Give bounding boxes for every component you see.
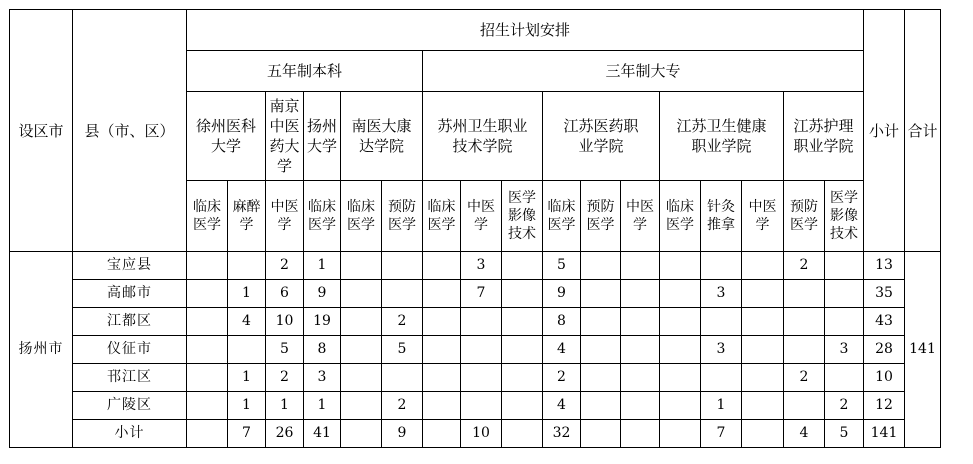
header-plan: 招生计划安排 — [187, 10, 864, 51]
value-cell — [341, 392, 382, 420]
value-cell: 3 — [701, 280, 742, 308]
inst-njtcm: 南京中医药大学 — [266, 92, 304, 181]
major-header: 临床医学 — [543, 181, 581, 252]
county-cell: 仪征市 — [73, 336, 187, 364]
value-cell — [660, 392, 701, 420]
value-cell — [228, 336, 266, 364]
value-cell: 7 — [701, 420, 742, 448]
header-five-year: 五年制本科 — [187, 51, 423, 92]
value-cell — [187, 364, 228, 392]
value-cell — [742, 336, 784, 364]
header-three-year: 三年制大专 — [423, 51, 864, 92]
major-header: 预防医学 — [784, 181, 825, 252]
value-cell: 2 — [266, 364, 304, 392]
value-cell — [621, 392, 660, 420]
value-cell — [423, 308, 461, 336]
value-cell — [423, 392, 461, 420]
value-cell: 2 — [382, 392, 423, 420]
value-cell: 6 — [266, 280, 304, 308]
value-cell — [660, 420, 701, 448]
value-cell: 8 — [304, 336, 341, 364]
grand-total-cell: 141 — [905, 252, 941, 448]
value-cell — [621, 252, 660, 280]
major-header: 临床医学 — [187, 181, 228, 252]
enrollment-plan-table-wrapper — [9, 9, 941, 448]
value-cell — [502, 336, 543, 364]
value-cell: 2 — [825, 392, 864, 420]
value-cell — [621, 364, 660, 392]
value-cell — [742, 364, 784, 392]
value-cell — [502, 392, 543, 420]
value-cell — [581, 364, 621, 392]
value-cell: 1 — [701, 392, 742, 420]
value-cell: 1 — [228, 392, 266, 420]
value-cell: 9 — [382, 420, 423, 448]
value-cell — [742, 280, 784, 308]
value-cell: 4 — [543, 392, 581, 420]
table-row — [10, 308, 941, 336]
value-cell — [187, 252, 228, 280]
value-cell: 19 — [304, 308, 341, 336]
value-cell — [187, 280, 228, 308]
table-row — [10, 280, 941, 308]
header-city: 设区市 — [10, 10, 73, 252]
value-cell — [382, 280, 423, 308]
value-cell — [423, 252, 461, 280]
value-cell — [581, 308, 621, 336]
value-cell — [742, 252, 784, 280]
value-cell — [742, 420, 784, 448]
value-cell: 5 — [266, 336, 304, 364]
value-cell — [341, 336, 382, 364]
value-cell — [825, 252, 864, 280]
value-cell — [341, 252, 382, 280]
table-row — [10, 336, 941, 364]
value-cell — [187, 336, 228, 364]
major-header: 预防医学 — [382, 181, 423, 252]
inst-jsnursing: 江苏护理职业学院 — [784, 92, 864, 181]
value-cell: 26 — [266, 420, 304, 448]
major-header: 临床医学 — [341, 181, 382, 252]
value-cell — [660, 364, 701, 392]
value-cell: 7 — [461, 280, 502, 308]
value-cell: 3 — [304, 364, 341, 392]
value-cell — [581, 280, 621, 308]
value-cell — [341, 280, 382, 308]
major-header: 中医学 — [742, 181, 784, 252]
major-header: 预防医学 — [581, 181, 621, 252]
value-cell — [187, 420, 228, 448]
value-cell: 4 — [543, 336, 581, 364]
value-cell: 2 — [543, 364, 581, 392]
value-cell: 8 — [543, 308, 581, 336]
value-cell — [423, 364, 461, 392]
value-cell — [825, 280, 864, 308]
value-cell: 10 — [461, 420, 502, 448]
table-row — [10, 252, 941, 280]
inst-nanyi: 南医大康达学院 — [341, 92, 423, 181]
subtotal-cell: 141 — [864, 420, 905, 448]
value-cell: 2 — [784, 364, 825, 392]
value-cell — [784, 280, 825, 308]
value-cell — [228, 252, 266, 280]
value-cell — [784, 308, 825, 336]
county-cell: 宝应县 — [73, 252, 187, 280]
table-row — [10, 392, 941, 420]
value-cell — [382, 252, 423, 280]
value-cell: 2 — [784, 252, 825, 280]
inst-suzhou: 苏州卫生职业技术学院 — [423, 92, 543, 181]
inst-jshealth: 江苏卫生健康职业学院 — [660, 92, 784, 181]
value-cell — [341, 420, 382, 448]
value-cell: 4 — [784, 420, 825, 448]
table-row — [10, 420, 941, 448]
header-county: 县（市、区） — [73, 10, 187, 252]
value-cell — [701, 252, 742, 280]
value-cell — [784, 336, 825, 364]
value-cell — [341, 308, 382, 336]
value-cell — [187, 392, 228, 420]
value-cell: 5 — [543, 252, 581, 280]
value-cell — [825, 308, 864, 336]
subtotal-cell: 28 — [864, 336, 905, 364]
table-row — [10, 364, 941, 392]
value-cell — [461, 364, 502, 392]
subtotal-cell: 43 — [864, 308, 905, 336]
value-cell: 1 — [266, 392, 304, 420]
value-cell — [621, 308, 660, 336]
value-cell — [701, 308, 742, 336]
value-cell — [502, 280, 543, 308]
value-cell — [187, 308, 228, 336]
inst-jspharm: 江苏医药职业学院 — [543, 92, 660, 181]
subtotal-cell: 12 — [864, 392, 905, 420]
city-cell: 扬州市 — [10, 252, 73, 448]
value-cell — [581, 392, 621, 420]
value-cell: 7 — [228, 420, 266, 448]
value-cell: 10 — [266, 308, 304, 336]
value-cell — [423, 336, 461, 364]
major-header: 医学影像技术 — [825, 181, 864, 252]
major-header: 麻醉学 — [228, 181, 266, 252]
value-cell — [742, 308, 784, 336]
subtotal-cell: 35 — [864, 280, 905, 308]
subtotal-cell: 10 — [864, 364, 905, 392]
header-subtotal: 小计 — [864, 10, 905, 252]
header-total: 合计 — [905, 10, 941, 252]
value-cell — [461, 336, 502, 364]
value-cell — [502, 364, 543, 392]
value-cell: 32 — [543, 420, 581, 448]
county-cell: 邗江区 — [73, 364, 187, 392]
value-cell — [341, 364, 382, 392]
value-cell — [660, 308, 701, 336]
county-cell: 江都区 — [73, 308, 187, 336]
value-cell: 5 — [825, 420, 864, 448]
value-cell: 1 — [228, 280, 266, 308]
value-cell: 3 — [825, 336, 864, 364]
value-cell — [621, 420, 660, 448]
value-cell: 1 — [304, 392, 341, 420]
value-cell — [621, 336, 660, 364]
value-cell — [784, 392, 825, 420]
value-cell — [423, 420, 461, 448]
value-cell: 9 — [543, 280, 581, 308]
inst-yangzhou: 扬州大学 — [304, 92, 341, 181]
major-header: 临床医学 — [660, 181, 701, 252]
inst-xuzhou: 徐州医科大学 — [187, 92, 266, 181]
value-cell — [502, 252, 543, 280]
enrollment-plan-table — [9, 9, 941, 448]
major-header: 针灸推拿 — [701, 181, 742, 252]
major-header: 中医学 — [266, 181, 304, 252]
major-header: 中医学 — [461, 181, 502, 252]
value-cell — [621, 280, 660, 308]
value-cell: 4 — [228, 308, 266, 336]
value-cell — [660, 252, 701, 280]
value-cell: 2 — [266, 252, 304, 280]
value-cell — [461, 392, 502, 420]
value-cell: 3 — [701, 336, 742, 364]
value-cell — [701, 364, 742, 392]
major-header: 医学影像技术 — [502, 181, 543, 252]
county-cell: 高邮市 — [73, 280, 187, 308]
county-cell: 广陵区 — [73, 392, 187, 420]
subtotal-cell: 13 — [864, 252, 905, 280]
value-cell: 5 — [382, 336, 423, 364]
value-cell — [423, 280, 461, 308]
major-header: 临床医学 — [423, 181, 461, 252]
county-cell: 小计 — [73, 420, 187, 448]
value-cell — [502, 308, 543, 336]
value-cell — [461, 308, 502, 336]
value-cell — [660, 336, 701, 364]
value-cell — [742, 392, 784, 420]
value-cell — [502, 420, 543, 448]
value-cell — [581, 336, 621, 364]
major-header: 临床医学 — [304, 181, 341, 252]
value-cell — [660, 280, 701, 308]
value-cell: 2 — [382, 308, 423, 336]
value-cell — [581, 252, 621, 280]
value-cell: 1 — [304, 252, 341, 280]
value-cell — [825, 364, 864, 392]
major-header: 中医学 — [621, 181, 660, 252]
value-cell: 1 — [228, 364, 266, 392]
value-cell: 3 — [461, 252, 502, 280]
value-cell: 41 — [304, 420, 341, 448]
value-cell: 9 — [304, 280, 341, 308]
value-cell — [581, 420, 621, 448]
value-cell — [382, 364, 423, 392]
